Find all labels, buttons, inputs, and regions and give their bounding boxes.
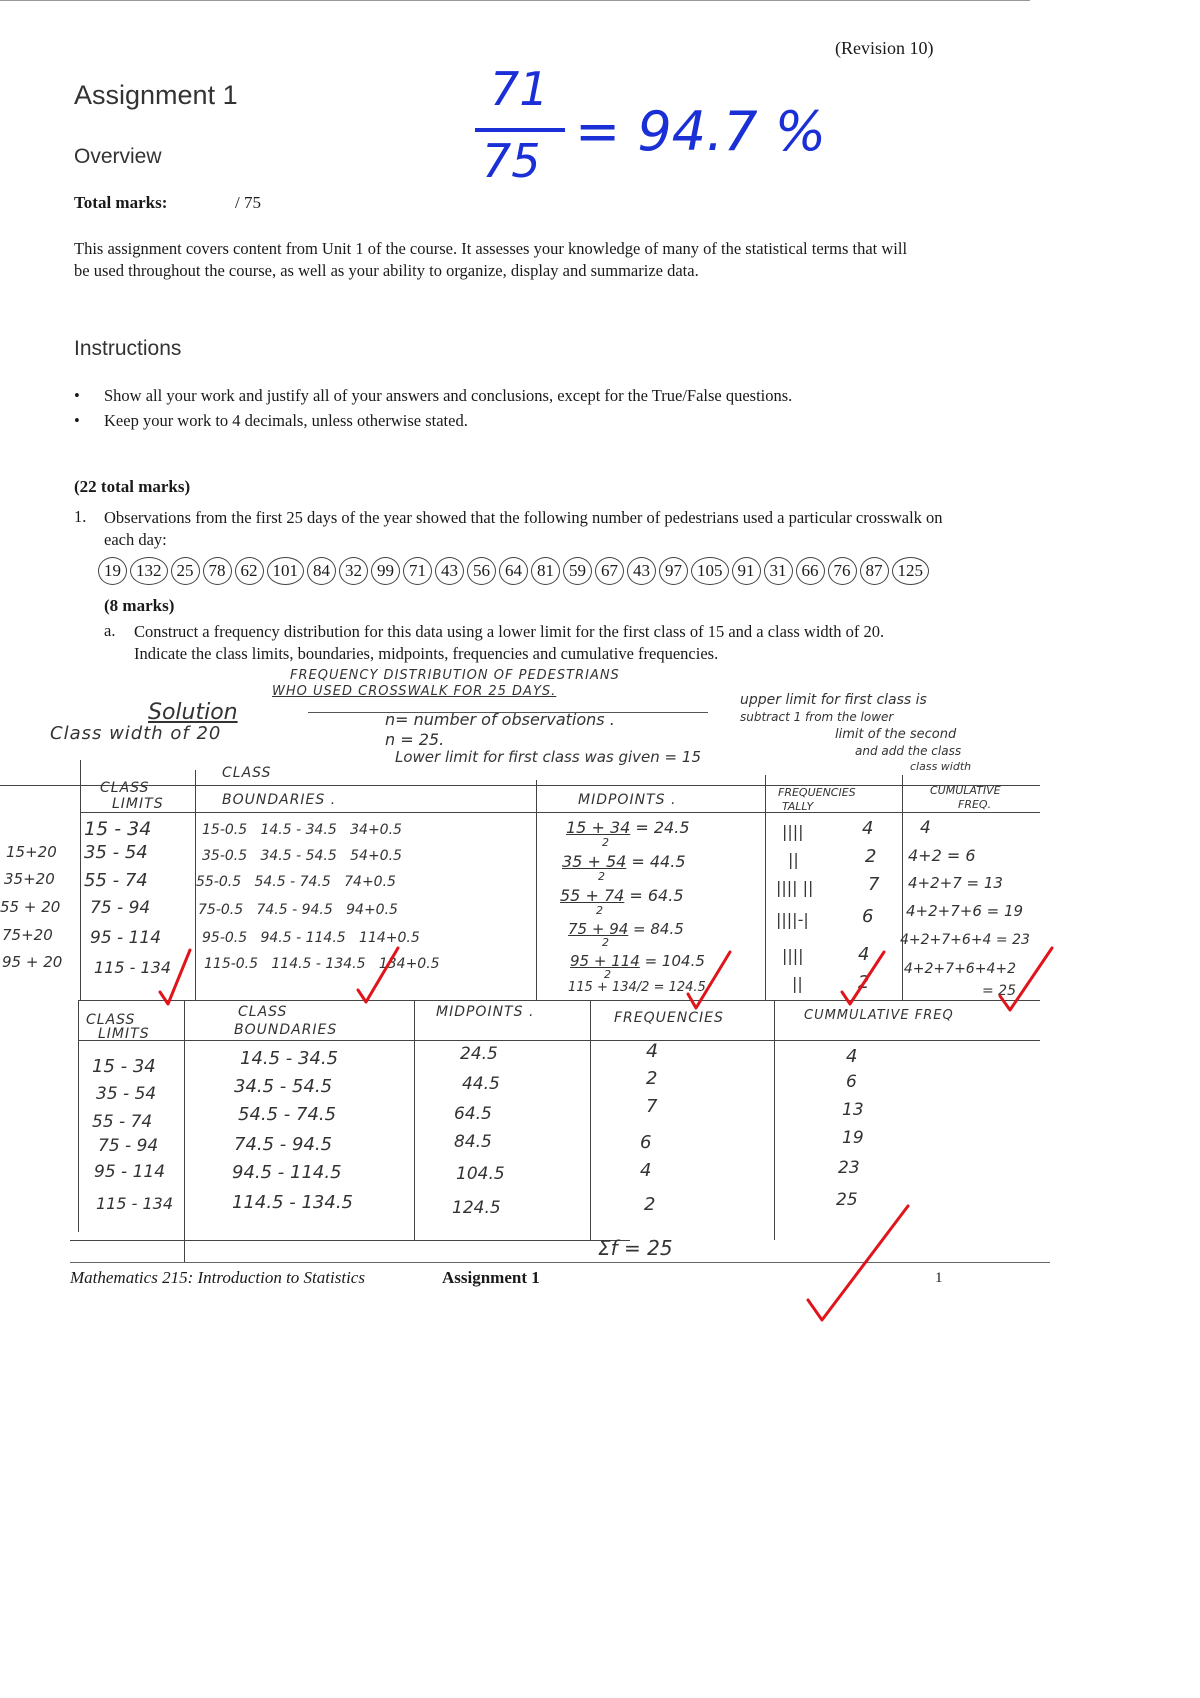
final-header-midpoints: MIDPOINTS . [436,1004,535,1020]
part-a-label: a. [104,621,116,640]
observation: 25 [171,557,200,585]
observation: 43 [627,557,656,585]
observation: 84 [307,557,336,585]
final-row-cumulative: 6 [846,1072,857,1092]
work-row-cumulative: 4+2+7+6+4 = 23 [900,932,1030,948]
observation: 101 [267,557,305,585]
final-row-midpoint: 84.5 [454,1132,492,1152]
side-note: 95 + 20 [2,953,63,971]
observation: 43 [435,557,464,585]
observation: 105 [691,557,729,585]
footer-page-number: 1 [935,1270,943,1286]
n-value: n = 25. [385,730,445,749]
work-row-tally: || [792,974,803,993]
work-row-tally: |||| || [776,878,814,897]
final-row-boundaries: 14.5 - 34.5 [240,1048,339,1069]
final-row-midpoint: 64.5 [454,1104,492,1124]
midpoint-sum: 95 + 114 [570,952,640,970]
grade-numerator: 71 [490,62,549,116]
overview-heading: Overview [74,145,162,168]
work-row-frequency: 4 [862,818,874,839]
observation: 132 [130,557,168,585]
observation: 78 [203,557,232,585]
dist-title: FREQUENCY DISTRIBUTION OF PEDESTRIANS [290,668,620,683]
final-row-midpoint: 124.5 [452,1198,501,1218]
midpoint-divisor: 2 [602,836,609,849]
work-header-cumulative: CUMULATIVE [930,784,1001,797]
instruction-item: • Show all your work and justify all of your answers and conclusions, except for the True/False questions. [74,385,924,406]
work-row-frequency: 4 [858,944,870,965]
work-row-cumulative: 4+2+7 = 13 [908,874,1003,892]
footer-assignment: Assignment 1 [442,1268,540,1287]
page-title: Assignment 1 [74,80,238,110]
work-header-tally: TALLY [782,800,814,813]
midpoint-sum: 15 + 34 [566,818,631,837]
side-note: 15+20 [6,843,57,861]
observation: 64 [499,557,528,585]
work-row-tally: ||||-| [776,910,809,929]
work-row-boundaries: 15-0.5 14.5 - 34.5 34+0.5 [202,822,402,838]
observation: 31 [764,557,793,585]
check-icon [842,952,884,1004]
question-marks: (8 marks) [104,596,175,615]
question-text: Observations from the first 25 days of the year showed that the following number of pedestrians used a particular crosswalk on each day: [104,508,943,549]
final-header-boundaries: CLASS [238,1004,288,1020]
midpoint-divisor: 2 [598,870,605,883]
part-a-text: Construct a frequency distribution for this data using a lower limit for the first class of 15 and a class width of 20. Indicate the class limits, boundaries, midpoints, frequencies and cumulative frequencies. [134,622,885,663]
observation: 67 [595,557,624,585]
check-icon [808,1206,908,1320]
lower-limit-note: Lower limit for first class was given = 15 [395,748,701,766]
observation: 87 [860,557,889,585]
work-header-cumulative: FREQ. [958,798,992,811]
midpoint-divisor: 2 [602,936,609,949]
upper-limit-note: limit of the second [835,727,957,742]
question-number: 1. [74,507,87,526]
observation: 32 [339,557,368,585]
midpoint-sum: 55 + 74 [560,886,625,905]
work-row-cumulative: 4 [920,818,931,838]
work-row-boundaries: 75-0.5 74.5 - 94.5 94+0.5 [198,902,398,918]
midpoint-result: = 44.5 [626,852,686,871]
work-row-limits: 55 - 74 [84,870,148,891]
midpoint-result: = 104.5 [639,952,705,970]
final-header-limits: CLASS [86,1012,136,1028]
upper-limit-note: upper limit for first class is [740,692,927,708]
observation: 91 [732,557,761,585]
work-row-boundaries: 55-0.5 54.5 - 74.5 74+0.5 [196,874,396,890]
final-row-midpoint: 104.5 [456,1164,505,1184]
final-row-cumulative: 13 [842,1100,864,1120]
upper-limit-note: class width [910,760,972,773]
midpoint-divisor: 2 [604,968,611,981]
work-header-limits: LIMITS [112,796,164,812]
work-row-limits: 35 - 54 [84,842,148,863]
observation: 19 [98,557,127,585]
total-marks-value: / 75 [235,193,261,212]
observation: 81 [531,557,560,585]
work-header-boundaries: CLASS [222,765,272,781]
final-row-frequency: 2 [646,1068,658,1089]
upper-limit-note: and add the class [855,744,962,758]
solution-label: Solution [148,700,238,725]
midpoint-sum: 75 + 94 [568,920,629,938]
check-icon [358,948,398,1002]
upper-limit-note: subtract 1 from the lower [740,710,894,724]
final-row-boundaries: 74.5 - 94.5 [234,1134,333,1155]
final-header-cumulative: CUMMULATIVE FREQ [804,1008,954,1023]
final-row-midpoint: 44.5 [462,1074,500,1094]
work-row-limits: 75 - 94 [90,898,151,918]
intro-paragraph: This assignment covers content from Unit 1 of the course. It assesses your knowledge of many of the statistical terms that will be used throughout the course, as well as your ability to organize, display and summarize data. [74,239,908,280]
work-header-limits: CLASS [100,780,150,796]
observation: 97 [659,557,688,585]
final-row-boundaries: 114.5 - 134.5 [232,1192,353,1213]
check-icon [688,952,730,1008]
midpoint-sum: 35 + 54 [562,852,627,871]
final-row-frequency: 2 [644,1194,656,1215]
final-row-frequency: 6 [640,1132,652,1153]
final-row-limits: 75 - 94 [98,1136,159,1156]
work-row-limits: 115 - 134 [94,958,172,977]
final-row-limits: 35 - 54 [96,1084,157,1104]
midpoint-result: /2 = 124.5 [636,980,706,995]
work-row-frequency: 2 [858,972,870,993]
final-row-cumulative: 23 [838,1158,860,1178]
midpoint-result: = 84.5 [628,920,684,938]
final-row-frequency: 4 [646,1040,659,1062]
grade-denominator: 75 [482,134,541,188]
total-marks-label: Total marks: [74,193,168,212]
side-note: 35+20 [4,870,55,888]
final-row-boundaries: 94.5 - 114.5 [232,1162,342,1183]
work-row-frequency: 2 [865,846,877,867]
work-row-limits: 95 - 114 [90,928,162,948]
work-row-frequency: 6 [862,906,874,927]
observation: 56 [467,557,496,585]
final-row-frequency: 4 [640,1160,652,1181]
work-row-boundaries: 35-0.5 34.5 - 54.5 54+0.5 [202,848,402,864]
observation: 66 [796,557,825,585]
final-row-frequency: 7 [646,1096,658,1117]
midpoint-result: = 64.5 [624,886,684,905]
final-row-boundaries: 34.5 - 54.5 [234,1076,333,1097]
final-row-limits: 115 - 134 [96,1194,174,1213]
final-row-limits: 55 - 74 [92,1112,153,1132]
side-note: 75+20 [2,926,53,944]
instruction-item: • Keep your work to 4 decimals, unless otherwise stated. [74,410,924,431]
observation: 62 [235,557,264,585]
observation: 59 [563,557,592,585]
footer-course: Mathematics 215: Introduction to Statistics [70,1268,365,1287]
observation: 125 [892,557,930,585]
observation: 76 [828,557,857,585]
work-row-boundaries: 95-0.5 94.5 - 114.5 114+0.5 [202,930,420,946]
midpoint-divisor: 2 [596,904,603,917]
work-row-tally: |||| [782,822,804,841]
work-row-frequency: 7 [868,874,880,895]
section-marks: (22 total marks) [74,477,191,496]
check-icon [160,950,190,1004]
dist-subtitle: WHO USED CROSSWALK FOR 25 DAYS. [272,684,557,699]
sum-of-frequencies: Σf = 25 [598,1236,673,1260]
midpoint-sum: 115 + 134 [568,980,637,995]
side-note: 55 + 20 [0,898,61,916]
observation: 71 [403,557,432,585]
n-definition: n= number of observations . [385,710,615,729]
final-row-cumulative: 4 [846,1046,858,1067]
class-width-note: Class width of 20 [50,723,222,744]
work-row-tally: || [788,850,799,869]
instructions-heading: Instructions [74,337,182,360]
check-icon [1000,948,1052,1010]
work-row-cumulative: 4+2 = 6 [908,846,976,865]
work-header-boundaries: BOUNDARIES . [222,792,337,808]
observation: 99 [371,557,400,585]
work-header-frequencies: FREQUENCIES [778,786,856,799]
final-row-limits: 95 - 114 [94,1162,166,1182]
grade-result: = 94.7 % [575,100,827,163]
work-row-cumulative: 4+2+7+6+4+2 = 25 [903,961,1016,999]
work-row-tally: |||| [782,946,804,965]
revision-label: (Revision 10) [835,38,934,58]
final-row-limits: 15 - 34 [92,1056,156,1077]
work-row-limits: 15 - 34 [84,818,152,840]
final-row-boundaries: 54.5 - 74.5 [238,1104,337,1125]
midpoint-result: = 24.5 [630,818,690,837]
final-header-frequencies: FREQUENCIES [614,1010,724,1026]
final-row-cumulative: 19 [842,1128,864,1148]
work-row-boundaries: 115-0.5 114.5 - 134.5 134+0.5 [204,956,440,972]
final-row-cumulative: 25 [836,1190,858,1210]
final-row-midpoint: 24.5 [460,1044,498,1064]
work-header-midpoints: MIDPOINTS . [578,792,677,808]
final-header-boundaries: BOUNDARIES [234,1022,338,1038]
work-row-cumulative: 4+2+7+6 = 19 [906,902,1024,920]
final-header-limits: LIMITS [98,1026,150,1042]
